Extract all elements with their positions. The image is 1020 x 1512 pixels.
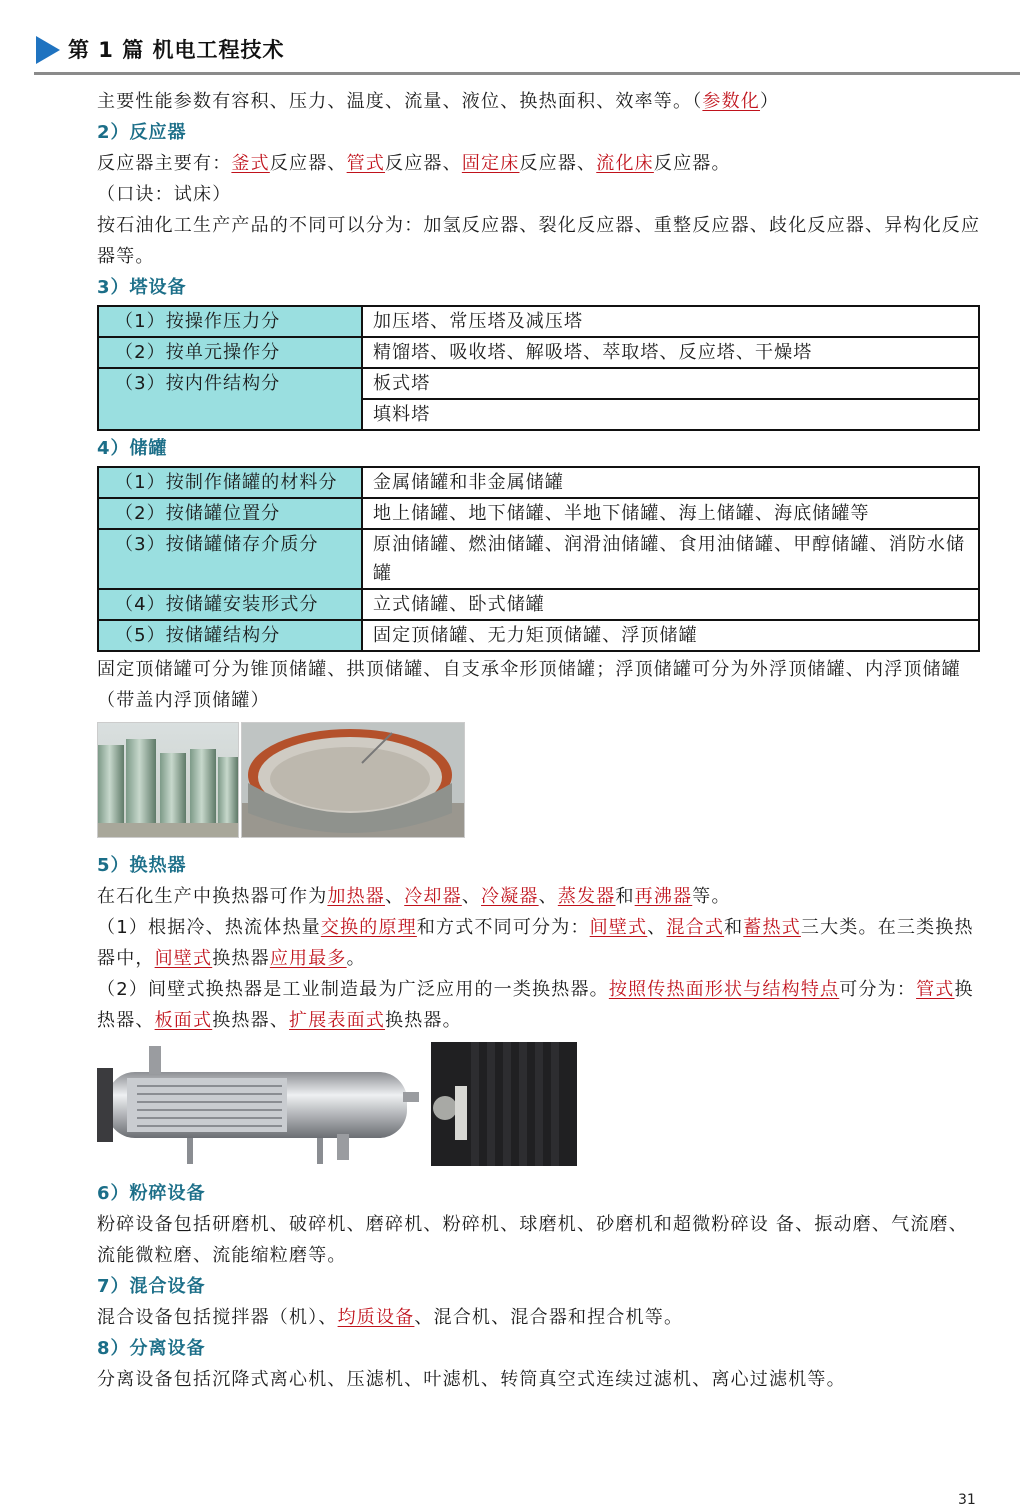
- header-title: 第 1 篇 机电工程技术: [68, 38, 285, 62]
- text-span: 反应器、: [269, 153, 347, 174]
- table-row: [98, 620, 979, 651]
- table-value-cell: 填料塔: [362, 399, 979, 430]
- tank-table: [97, 466, 980, 652]
- highlight-term: 蓄热式: [743, 917, 801, 938]
- shell-tube-exchanger-photo: [97, 1042, 419, 1166]
- text-span: 和: [615, 886, 635, 907]
- text-span: 。: [346, 948, 366, 969]
- intro-text: 主要性能参数有容积、压力、温度、流量、液位、换热面积、效率等。（: [97, 91, 703, 112]
- separator-heading: 8）分离设备: [97, 1338, 206, 1359]
- table-value-cell: 加压塔、常压塔及减压塔: [362, 306, 979, 337]
- text-span: 在石化生产中换热器可作为: [97, 886, 328, 907]
- text-span: 和方式不同可分为：: [416, 917, 590, 938]
- table-category-cell: （3）按内件结构分: [98, 368, 362, 430]
- highlight-term: 管式: [346, 153, 386, 174]
- intro-paragraph: [97, 86, 983, 117]
- crusher-text: 粉碎设备包括研磨机、破碎机、磨碎机、粉碎机、球磨机、砂磨机和超微粉碎设 备、振动磨、气流磨、流能微粒磨、流能缩粒磨等。: [97, 1214, 968, 1266]
- text-span: 等。: [692, 886, 731, 907]
- table-category-cell: （4）按储罐安装形式分: [98, 589, 362, 620]
- highlight-term: 加热器: [327, 886, 386, 907]
- table-category-cell: （3）按储罐储存介质分: [98, 529, 362, 589]
- text-span: 可分为：: [839, 979, 917, 1000]
- highlight-term: 交换的原理: [320, 917, 417, 938]
- exchanger-classification: [97, 912, 983, 974]
- table-row: [98, 306, 979, 337]
- highlight-term: 釜式: [231, 153, 270, 174]
- crusher-heading: 6）粉碎设备: [97, 1183, 206, 1204]
- header-divider: [34, 72, 1020, 75]
- floating-roof-tank-photo: [241, 722, 465, 838]
- highlight-term: 按照传热面形状与结构特点: [608, 979, 840, 1000]
- table-value-cell: 原油储罐、燃油储罐、润滑油储罐、食用油储罐、甲醇储罐、消防水储罐: [362, 529, 979, 589]
- mixer-heading: 7）混合设备: [97, 1276, 206, 1297]
- text-span: 反应器主要有：: [97, 153, 232, 174]
- text-span: 、: [461, 886, 482, 907]
- tank-note: 固定顶储罐可分为锥顶储罐、拱顶储罐、自支承伞形顶储罐；浮顶储罐可分为外浮顶储罐、内浮顶储罐（带盖内浮顶储罐）: [97, 659, 961, 711]
- table-row: [98, 337, 979, 368]
- text-span: （2）间壁式换热器是工业制造最为广泛应用的一类换热器。: [97, 979, 609, 1000]
- text-span: 、: [385, 886, 405, 907]
- table-value-cell: 固定顶储罐、无力矩顶储罐、浮顶储罐: [362, 620, 979, 651]
- table-category-cell: （2）按单元操作分: [98, 337, 362, 368]
- spacer: [421, 1042, 429, 1166]
- highlight-term: 再沸器: [634, 886, 693, 907]
- highlight-term: 蒸发器: [557, 886, 616, 907]
- page-header: [0, 0, 1020, 78]
- reactor-products: 按石油化工生产产品的不同可以分为：加氢反应器、裂化反应器、重整反应器、歧化反应器、异构化反应器等。: [97, 215, 981, 267]
- highlight-term: 间壁式: [154, 948, 213, 969]
- text-span: 换热器: [212, 948, 270, 969]
- exchanger-uses: [97, 881, 983, 912]
- highlight-term: 间壁式: [589, 917, 648, 938]
- text-span: 三大类。在三类换热器中，: [97, 917, 974, 969]
- highlight-term: 流化床: [596, 153, 654, 174]
- table-category-cell: （5）按储罐结构分: [98, 620, 362, 651]
- text-span: 换热器。: [385, 1010, 462, 1031]
- storage-tanks-photo: [97, 722, 239, 838]
- text-span: 反应器。: [653, 153, 731, 174]
- highlight-term: 板面式: [154, 1010, 213, 1031]
- table-value-cell: 地上储罐、地下储罐、半地下储罐、海上储罐、海底储罐等: [362, 498, 979, 529]
- highlight-term: 冷却器: [404, 886, 462, 907]
- exchanger-photos: [97, 1042, 983, 1166]
- reactor-mnemonic: （口诀：试床）: [97, 184, 232, 205]
- exchanger-heading: 5）换热器: [97, 855, 187, 876]
- page-number: 31: [958, 1492, 976, 1508]
- intro-highlight: 参数化: [702, 91, 761, 112]
- table-row: [98, 368, 979, 399]
- highlight-term: 管式: [916, 979, 955, 1000]
- highlight-term: 扩展表面式: [289, 1010, 386, 1031]
- highlight-term: 混合式: [666, 917, 725, 938]
- text-span: 混合设备包括搅拌器（机）、: [97, 1307, 338, 1328]
- table-category-cell: （2）按储罐位置分: [98, 498, 362, 529]
- exchanger-wall-types: [97, 974, 983, 1036]
- highlight-term: 冷凝器: [481, 886, 539, 907]
- table-category-cell: （1）按操作压力分: [98, 306, 362, 337]
- tank-heading: 4）储罐: [97, 438, 168, 459]
- tower-table: [97, 305, 980, 431]
- text-span: 反应器、: [385, 153, 462, 174]
- tower-heading: 3）塔设备: [97, 277, 187, 298]
- plate-exchanger-photo: [431, 1042, 577, 1166]
- table-value-cell: 金属储罐和非金属储罐: [362, 467, 979, 498]
- header-triangle-icon: [36, 36, 60, 64]
- text-span: 和: [724, 917, 744, 938]
- table-row: [98, 529, 979, 589]
- text-span: 、: [647, 917, 667, 938]
- table-row: [98, 589, 979, 620]
- highlight-term: 均质设备: [337, 1307, 415, 1328]
- text-span: （1）根据冷、热流体热量: [97, 917, 321, 938]
- table-value-cell: 立式储罐、卧式储罐: [362, 589, 979, 620]
- table-category-cell: （1）按制作储罐的材料分: [98, 467, 362, 498]
- mixer-text: [97, 1302, 983, 1333]
- highlight-term: 固定床: [461, 153, 520, 174]
- text-span: 换热器、: [212, 1010, 290, 1031]
- table-row: [98, 467, 979, 498]
- text-span: 换热器、: [97, 979, 974, 1031]
- text-span: 、混合机、混合器和捏合机等。: [414, 1307, 684, 1328]
- separator-text: 分离设备包括沉降式离心机、压滤机、叶滤机、转筒真空式连续过滤机、离心过滤机等。: [97, 1369, 846, 1390]
- page-content: [97, 86, 983, 1395]
- intro-end: ）: [760, 91, 780, 112]
- text-span: 、: [538, 886, 558, 907]
- reactor-types: [97, 148, 983, 179]
- table-value-cell: 板式塔: [362, 368, 979, 399]
- table-value-cell: 精馏塔、吸收塔、解吸塔、萃取塔、反应塔、干燥塔: [362, 337, 979, 368]
- highlight-term: 应用最多: [269, 948, 347, 969]
- tank-photos: [97, 722, 983, 838]
- reactor-heading: 2）反应器: [97, 122, 187, 143]
- text-span: 反应器、: [519, 153, 597, 174]
- table-row: [98, 498, 979, 529]
